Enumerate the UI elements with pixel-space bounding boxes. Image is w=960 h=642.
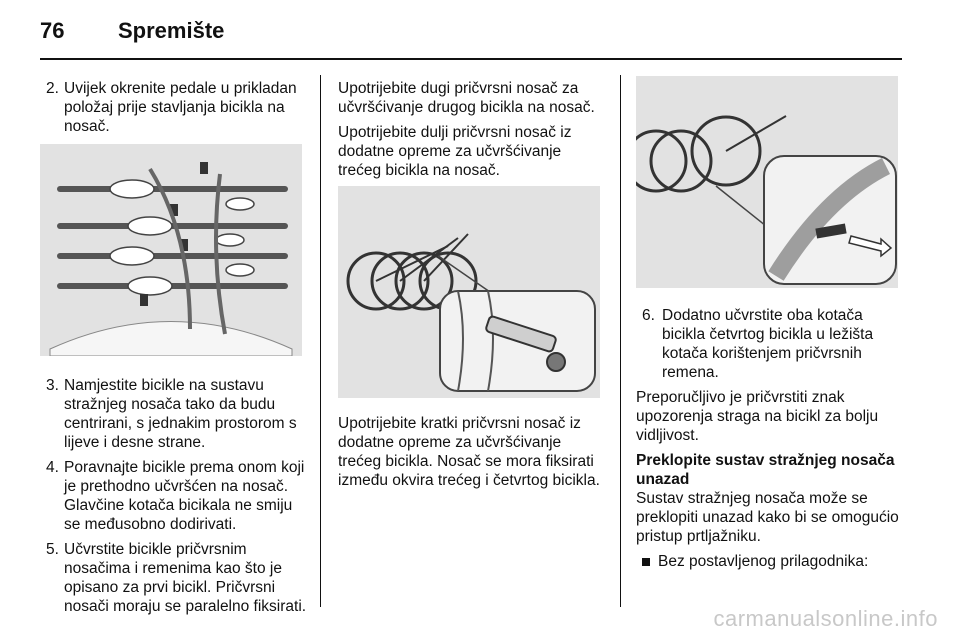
step-text: Poravnajte bicikle prema onom koji je prethodno učvršćen na nosač. Glavčine kotača bicikala ne smiju se međusobno dodirivati. bbox=[64, 459, 305, 533]
paragraph: Upotrijebite kratki pričvrsni nosač iz dodatne opreme za učvršćivanje trećeg bicikla. Nosač se mora fiksirati između okvira trećeg i četvrtog bicikla. bbox=[338, 415, 600, 489]
bike-rack-top-illustration bbox=[40, 144, 302, 356]
column-divider-2 bbox=[620, 75, 621, 607]
paragraph: Preporučljivo je pričvrstiti znak upozorenja straga na bicikl za bolju vidljivost. bbox=[636, 389, 879, 444]
figure-bikes-mounted-with-clamp bbox=[338, 186, 600, 398]
column-2 bbox=[338, 79, 608, 496]
bikes-clamp-illustration bbox=[338, 186, 600, 398]
column-1 bbox=[40, 79, 308, 622]
watermark: carmanualsonline.info bbox=[713, 606, 938, 631]
step-2 bbox=[40, 79, 308, 136]
column-3 bbox=[636, 76, 904, 571]
bullet-text: Bez postavljenog prilagodnika: bbox=[658, 553, 869, 570]
step-text: Namjestite bicikle na sustavu stražnjeg nosača tako da budu centrirani, s jednakim prostorom s lijeve i desne strane. bbox=[64, 377, 297, 451]
column-divider-1 bbox=[320, 75, 321, 607]
page-title: Spremište bbox=[118, 18, 225, 43]
step-number: 4. bbox=[46, 459, 59, 476]
paragraph: Upotrijebite dulji pričvrsni nosač iz dodatne opreme za učvršćivanje trećeg bicikla na nosač. bbox=[338, 124, 572, 179]
step-text: Učvrstite bicikle pričvrsnim nosačima i remenima kao što je opisano za prvi bicikl. Pričvrsni nosači moraju se paralelno fiksirati. bbox=[64, 541, 307, 615]
page-header bbox=[40, 16, 900, 50]
step-5 bbox=[40, 540, 308, 616]
step-text: Dodatno učvrstite oba kotača bicikla četvrtog bicikla u ležišta kotača korištenjem pričvrsnih remena. bbox=[662, 307, 874, 381]
header-divider bbox=[40, 58, 902, 60]
step-6 bbox=[636, 306, 904, 382]
page-number: 76 bbox=[40, 18, 65, 43]
step-number: 2. bbox=[46, 80, 59, 97]
paragraph: Upotrijebite dugi pričvrsni nosač za učvršćivanje drugog bicikla na nosač. bbox=[338, 80, 595, 116]
step-number: 6. bbox=[642, 307, 655, 324]
bullet-square-icon bbox=[642, 558, 650, 566]
step-number: 3. bbox=[46, 377, 59, 394]
step-number: 5. bbox=[46, 541, 59, 558]
step-3 bbox=[40, 376, 308, 452]
figure-wheel-strap bbox=[636, 76, 898, 288]
step-text: Uvijek okrenite pedale u prikladan položaj prije stavljanja bicikla na nosač. bbox=[64, 80, 297, 135]
paragraph: Sustav stražnjeg nosača može se preklopiti unazad kako bi se omogućio pristup prtljažniku. bbox=[636, 490, 899, 545]
section-heading: Preklopite sustav stražnjeg nosača unazad bbox=[636, 452, 895, 488]
figure-bike-rack-top-view bbox=[40, 144, 302, 356]
bullet-item bbox=[636, 552, 904, 571]
step-4 bbox=[40, 458, 308, 534]
wheel-strap-illustration bbox=[636, 76, 898, 288]
